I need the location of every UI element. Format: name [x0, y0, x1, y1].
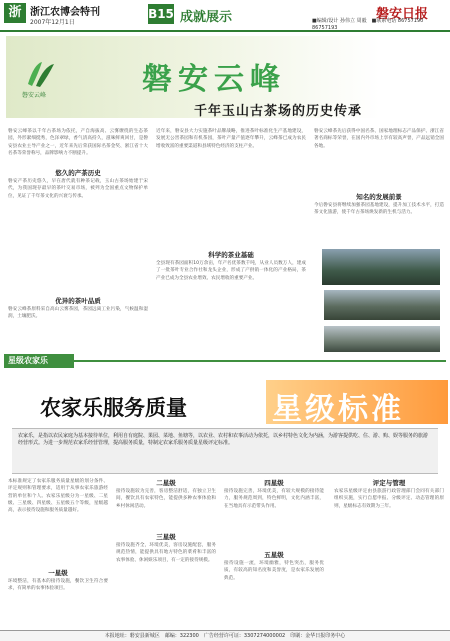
article-paragraph: 磐安云峰茶以千年古茶场为依托，产自海拔高、云雾缭绕的生态茶园，外形紧细挺秀，色泽翠绿，香气清高持久，滋味鲜爽回甘，是磐安县农业主导产业之一，近年来先后荣获国际名茶金奖、浙江省十大名茶等荣誉称号，品牌影响力不断提升。 — [8, 129, 148, 156]
article-paragraph: 近年来，磐安县大力实施茶叶品牌战略，推进茶叶标准化生产基地建设，发展无公害茶园和有机茶园，茶叶产量产值逐年攀升，云峰茶已成为农民增收致富的重要渠道和县域特色经济的支柱产业。 — [156, 129, 306, 149]
logo-caption: 磐安云峰 — [22, 92, 47, 99]
lead-paragraph: 农家乐，是指以农民家庭为基本接待单位，利用自有庭院、果园、菜地、鱼塘等，以农业、农村和农事活动为依托，以乡村特色文化为内涵，为游客提供吃、住、游、购、娱等服务的旅游经营形式。为进一步规范农家乐经营管理，提高服务质量，特制定农家乐服务质量星级评定标准。 — [18, 433, 429, 446]
section-tag: 星级农家乐 — [4, 354, 74, 368]
tea-leaf-logo-icon — [24, 60, 60, 88]
editor-info: ■编辑/设计 孙伟立 周毅 ■联系电话 86757190 86757193 — [312, 18, 424, 31]
feature-title: 磐安云峰 — [142, 62, 286, 97]
subheading: 三星级 — [156, 533, 176, 541]
article-paragraph: 今后磐安县将继续加强茶园基地建设，提升加工技术水平，打造茶文化旅游，使千年古茶场焕发新的生机与活力。 — [314, 203, 444, 216]
issue-date: 2007年12月1日 — [30, 19, 75, 26]
subheading: 四星级 — [264, 479, 284, 487]
article-paragraph: 接待设施较为完善，客房整洁舒适，有独立卫生间，餐饮具有农家特色，能提供多种农事体验和乡村休闲活动。 — [116, 489, 216, 509]
lead-box — [12, 428, 438, 474]
subheading: 优异的茶叶品质 — [55, 297, 101, 305]
article-paragraph: 接待设施完善，环境优美，有较大规模的接待能力，服务规范周到，特色鲜明，文化内涵丰富，在当地具有示范带头作用。 — [224, 489, 324, 509]
main-headline: 农家乐服务质量 — [40, 395, 187, 420]
article-paragraph: 农家乐星级评定由县旅游行政管理部门会同有关部门组织实施，实行自愿申报、分级评定、动态管理的原则，星级标志有效期为三年。 — [334, 489, 444, 509]
article-paragraph: 磐安产茶历史悠久，早在唐代就有种茶记载，玉山古茶场始建于宋代，为我国现存最早的茶叶交易市场，被列为全国重点文物保护单位，见证了千年茶文化的兴衰与传承。 — [8, 179, 148, 199]
article-paragraph: 接待设施一流，环境幽雅，特色突出，服务优质，有较高的知名度和美誉度，是农家乐发展的典范。 — [224, 561, 324, 581]
article-paragraph: 磐安云峰茶原料采自高山云雾茶园，茶园远离工业污染，气候温和湿润，土壤肥沃。 — [8, 307, 148, 320]
newspaper-logo-icon: 浙 — [4, 3, 26, 23]
article-paragraph: 本标准规定了农家乐服务质量星级的划分条件、评定规则和管理要求，适用于从事农家乐旅游经营的单位和个人。农家乐星级分为一星级、二星级、三星级、四星级、五星级五个等级，星级越高，表示接待设施和服务质量越好。 — [8, 479, 108, 514]
article-paragraph: 磐安云峰茶先后获得中国名茶、国家地理标志产品保护、浙江省著名商标等荣誉，在国内外市场上享有较高声誉，产品远销全国各地。 — [314, 129, 444, 149]
feature-subtitle: 千年玉山古茶场的历史传承 — [194, 104, 363, 119]
subheading: 知名的发展前景 — [356, 193, 402, 201]
section-title: 成就展示 — [180, 10, 233, 25]
article-paragraph: 全县现有茶园面积10万余亩，年产名优茶数千吨，从业人员数万人，建成了一批茶叶专业合作社和龙头企业，形成了产供销一体化的产业格局，茶产业已成为全县农业增效、农民增收的重要产业。 — [156, 261, 306, 281]
subheading: 悠久的产茶历史 — [55, 169, 101, 177]
article-paragraph: 环境整洁，有基本的接待设施，餐饮卫生符合要求，有简单的农事体验项目。 — [8, 579, 108, 592]
subheading: 二星级 — [156, 479, 176, 487]
tea-garden-photo — [322, 249, 440, 285]
section-rule — [74, 360, 446, 362]
footer: 本报地址：磐安县新城区 邮编：322300 广告经营许可证：3307274000002 印刷：金华日报印务中心 — [0, 630, 450, 641]
headline-accent: 星级标准 — [272, 392, 404, 427]
subheading: 五星级 — [264, 551, 284, 559]
special-edition-name: 浙江农博会特刊 — [30, 7, 100, 18]
article-paragraph: 接待设施齐全，环境优美，客房设施配套，服务规范热情，能提供具有地方特色的菜肴和丰富的农事体验、休闲娱乐项目，有一定的接待规模。 — [116, 543, 216, 563]
subheading: 科学的茶业基础 — [208, 251, 254, 259]
newspaper-brand: 磐安日报 — [376, 7, 429, 22]
subheading: 评定与管理 — [372, 479, 406, 487]
tea-market-photo — [324, 290, 440, 320]
subheading: 一星级 — [48, 569, 68, 577]
village-photo — [324, 326, 440, 352]
section-code: B15 — [148, 4, 174, 24]
